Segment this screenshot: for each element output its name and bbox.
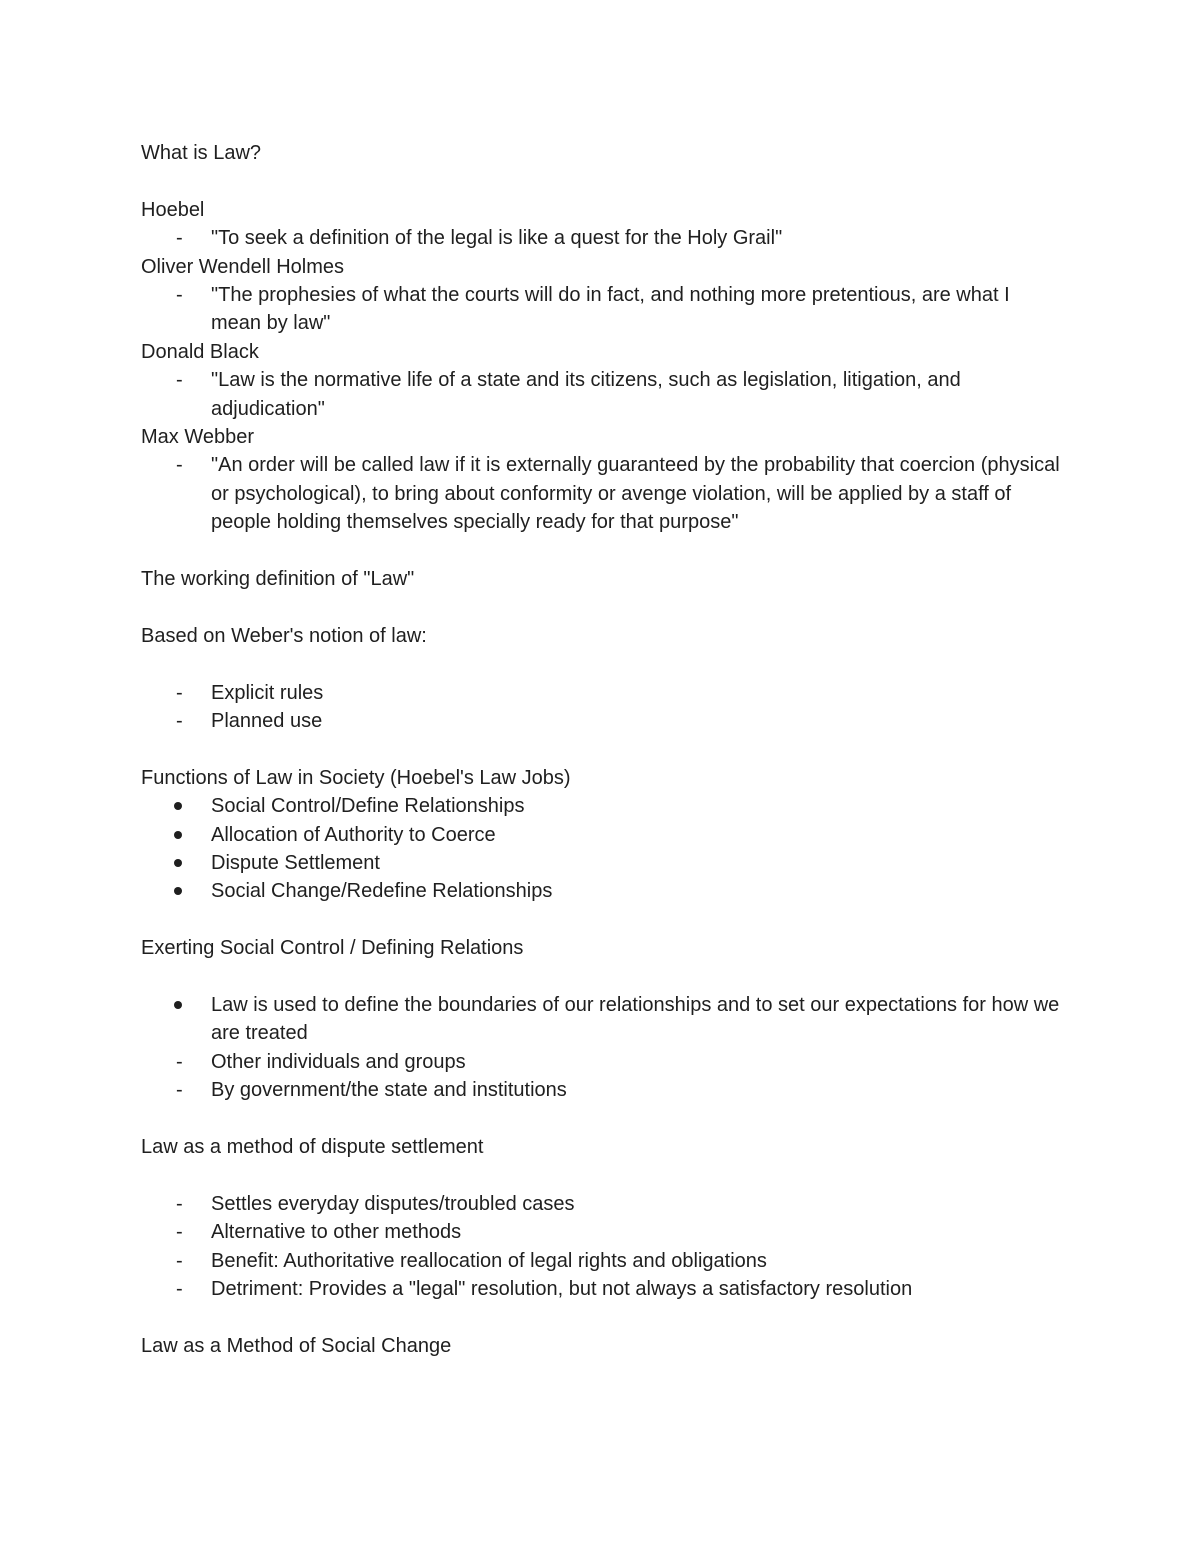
definition-quote: "An order will be called law if it is externally guaranteed by the probability that coercion (physical or psychological), to bring about conformity or avenge violation, will be applied by a staff of people holding themselves specially ready for that purpose" <box>211 454 1060 534</box>
list-item <box>141 991 1061 1048</box>
list-item <box>141 679 1061 707</box>
list-item-text: Explicit rules <box>211 681 324 704</box>
list-item <box>141 281 1061 338</box>
list-item <box>141 451 1061 536</box>
list-item <box>141 366 1061 423</box>
list-item <box>141 707 1061 735</box>
definition-quote: "To seek a definition of the legal is like a quest for the Holy Grail" <box>211 227 783 250</box>
definition-author: Max Webber <box>141 426 255 449</box>
list-item-text: Social Control/Define Relationships <box>211 795 525 818</box>
definition-quote: "The prophesies of what the courts will do in fact, and nothing more pretentious, are what I mean by law" <box>211 284 1010 335</box>
list-item <box>141 821 1061 849</box>
list-item-text: Planned use <box>211 710 323 733</box>
list-item <box>141 224 1061 252</box>
list-item <box>141 1218 1061 1246</box>
spacer <box>141 537 1061 565</box>
section-heading: Law as a method of dispute settlement <box>141 1136 484 1159</box>
section-heading: Law as a Method of Social Change <box>141 1334 452 1357</box>
spacer <box>141 167 1061 195</box>
list-item-text: Dispute Settlement <box>211 852 380 875</box>
list-item <box>141 1076 1061 1104</box>
section-heading: The working definition of "Law" <box>141 568 415 591</box>
spacer <box>141 1105 1061 1133</box>
document-page <box>141 139 1061 1360</box>
list-item-text: Settles everyday disputes/troubled cases <box>211 1192 575 1215</box>
list-item-text: Detriment: Provides a "legal" resolution, but not always a satisfactory resolution <box>211 1278 913 1301</box>
document-title: What is Law? <box>141 142 262 164</box>
section-heading: Exerting Social Control / Defining Relations <box>141 937 524 960</box>
spacer <box>141 593 1061 621</box>
definition-author: Hoebel <box>141 198 205 221</box>
list-item-text: Other individuals and groups <box>211 1050 466 1073</box>
list-item <box>141 1247 1061 1275</box>
definition-author: Oliver Wendell Holmes <box>141 255 345 278</box>
definition-author: Donald Black <box>141 340 259 363</box>
spacer <box>141 1162 1061 1190</box>
list-item <box>141 877 1061 905</box>
spacer <box>141 735 1061 763</box>
list-item <box>141 1190 1061 1218</box>
list-item-text: Benefit: Authoritative reallocation of legal rights and obligations <box>211 1249 767 1272</box>
list-item-text: By government/the state and institutions <box>211 1079 567 1102</box>
list-item-text: Alternative to other methods <box>211 1221 462 1244</box>
list-item <box>141 792 1061 820</box>
definition-quote: "Law is the normative life of a state and its citizens, such as legislation, litigation, and adjudication" <box>211 369 961 420</box>
list-item-text: Law is used to define the boundaries of our relationships and to set our expectations for how we are treated <box>211 994 1060 1045</box>
section-heading: Functions of Law in Society (Hoebel's Law Jobs) <box>141 766 571 789</box>
section-intro: Based on Weber's notion of law: <box>141 624 427 647</box>
list-item-text: Social Change/Redefine Relationships <box>211 880 553 903</box>
list-item <box>141 1048 1061 1076</box>
spacer <box>141 1304 1061 1332</box>
list-item <box>141 1275 1061 1303</box>
list-item-text: Allocation of Authority to Coerce <box>211 823 496 846</box>
list-item <box>141 849 1061 877</box>
spacer <box>141 906 1061 934</box>
spacer <box>141 650 1061 678</box>
spacer <box>141 963 1061 991</box>
